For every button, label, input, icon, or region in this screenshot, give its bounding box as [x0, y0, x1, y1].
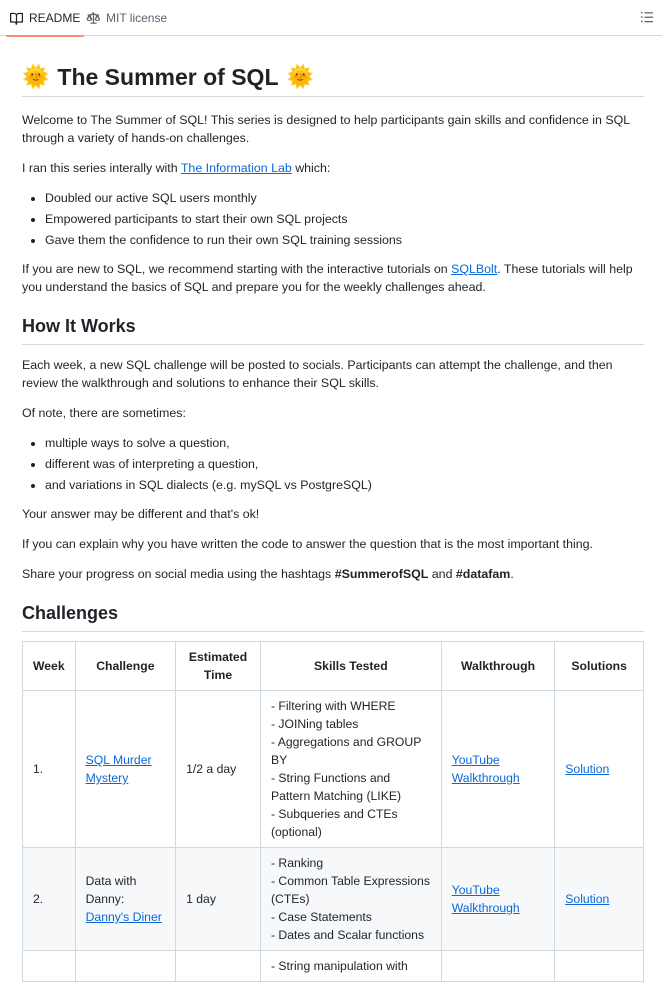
cell-week: 1.	[23, 691, 76, 848]
tab-readme-label: README	[29, 11, 81, 25]
skill-line: - Case Statements	[270, 910, 372, 924]
challenge-link[interactable]: SQL Murder Mystery	[85, 753, 152, 785]
outline-toggle-button[interactable]	[640, 10, 654, 24]
column-header-week: Week	[23, 642, 76, 691]
ran-series-paragraph	[22, 159, 644, 177]
youtube-walkthrough-link[interactable]: YouTube Walkthrough	[451, 883, 520, 915]
challenges-heading: Challenges	[22, 600, 644, 632]
table-row	[23, 951, 644, 982]
skill-line: - String manipulation with	[270, 959, 408, 973]
cell-solution	[555, 691, 644, 848]
note-intro-paragraph: Of note, there are sometimes:	[22, 406, 186, 420]
share-paragraph	[22, 565, 644, 583]
cell-challenge	[75, 951, 175, 982]
list-item: • and variations in SQL dialects (e.g. mySQL vs PostgreSQL)	[45, 475, 644, 496]
hashtag-summerofsql: #SummerofSQL	[334, 567, 429, 581]
intro-paragraph: Welcome to The Summer of SQL! This series is designed to help participants gain skills and confidence in SQL through a variety of hands-on challenges.	[22, 113, 630, 145]
cell-solution	[555, 848, 644, 951]
ran-text-after: which:	[291, 161, 331, 175]
tab-readme[interactable]	[10, 0, 80, 36]
new-to-sql-text-after: . These tutorials will help you understand the basics of SQL and prepare you for the weekly challenges ahead.	[22, 262, 633, 294]
how-it-works-heading: How It Works	[22, 313, 644, 345]
share-text-after: .	[510, 567, 514, 581]
youtube-walkthrough-link[interactable]: YouTube Walkthrough	[451, 753, 520, 785]
tab-license[interactable]	[87, 0, 167, 36]
solution-link[interactable]: Solution	[565, 762, 610, 776]
notes-list	[22, 433, 644, 496]
share-text-before: Share your progress on social media using the hashtags	[22, 567, 335, 581]
list-item: • Doubled our active SQL users monthly	[45, 188, 644, 209]
cell-estimated-time	[176, 951, 261, 982]
how-intro-paragraph: Each week, a new SQL challenge will be posted to socials. Participants can attempt the challenge, and then review the walkthrough and solutions to enhance their SQL skills.	[22, 358, 613, 390]
tab-license-label: MIT license	[106, 11, 168, 25]
challenge-text: Data with Danny:	[85, 874, 137, 906]
page-title	[22, 60, 644, 97]
share-text-mid: and	[428, 567, 456, 581]
column-header-challenge: Challenge	[75, 642, 175, 691]
hashtag-datafam: #datafam	[455, 567, 511, 581]
column-header-walkthrough: Walkthrough	[441, 642, 555, 691]
cell-challenge	[75, 848, 175, 951]
skill-line: - Common Table Expressions (CTEs)	[270, 874, 430, 906]
cell-estimated-time: 1/2 a day	[176, 691, 261, 848]
cell-week	[23, 951, 76, 982]
cell-solution	[555, 951, 644, 982]
list-item: • multiple ways to solve a question,	[45, 433, 644, 454]
cell-walkthrough	[441, 848, 555, 951]
explain-paragraph: If you can explain why you have written the code to answer the question that is the most important thing.	[22, 537, 593, 551]
cell-week: 2.	[23, 848, 76, 951]
new-to-sql-text-before: If you are new to SQL, we recommend starting with the interactive tutorials on	[22, 262, 452, 276]
skill-line: - Ranking	[270, 856, 324, 870]
skill-line: - Filtering with WHERE	[270, 699, 396, 713]
sqlbolt-link[interactable]: SQLBolt	[451, 262, 498, 276]
information-lab-link[interactable]: The Information Lab	[180, 161, 292, 175]
readme-tab-bar	[0, 0, 662, 36]
list-unordered-icon	[640, 10, 654, 24]
column-header-skills-tested: Skills Tested	[260, 642, 441, 691]
list-item: • different was of interpreting a question,	[45, 454, 644, 475]
cell-walkthrough	[441, 951, 555, 982]
column-header-estimated-time: Estimated Time	[176, 642, 261, 691]
law-scale-icon	[87, 12, 100, 25]
cell-skills	[260, 691, 441, 848]
cell-estimated-time: 1 day	[176, 848, 261, 951]
page-title-text: The Summer of SQL	[57, 64, 279, 90]
challenges-table	[22, 641, 644, 982]
cell-challenge	[75, 691, 175, 848]
cell-walkthrough	[441, 691, 555, 848]
table-row	[23, 691, 644, 848]
solution-link[interactable]: Solution	[565, 892, 610, 906]
column-header-solutions: Solutions	[555, 642, 644, 691]
table-header-row	[23, 642, 644, 691]
skill-line: - Aggregations and GROUP BY	[270, 735, 422, 767]
new-to-sql-paragraph	[22, 260, 644, 296]
ran-text-before: I ran this series interally with	[22, 161, 181, 175]
list-item: • Empowered participants to start their own SQL projects	[45, 209, 644, 230]
list-item: • Gave them the confidence to run their own SQL training sessions	[45, 230, 644, 251]
cell-skills	[260, 848, 441, 951]
achievements-list	[22, 188, 644, 251]
skill-line: - JOINing tables	[270, 717, 359, 731]
skill-line: - Dates and Scalar functions	[270, 928, 425, 942]
skill-line: - String Functions and Pattern Matching (LIKE)	[270, 771, 402, 803]
sun-icon: 🌞	[22, 64, 50, 89]
book-icon	[10, 12, 23, 25]
table-row	[23, 848, 644, 951]
skill-line: - Subqueries and CTEs (optional)	[270, 807, 398, 839]
different-ok-paragraph: Your answer may be different and that's ok!	[22, 507, 260, 521]
cell-skills	[260, 951, 441, 982]
challenge-link[interactable]: Danny's Diner	[85, 910, 162, 924]
sun-icon: 🌞	[286, 64, 314, 89]
